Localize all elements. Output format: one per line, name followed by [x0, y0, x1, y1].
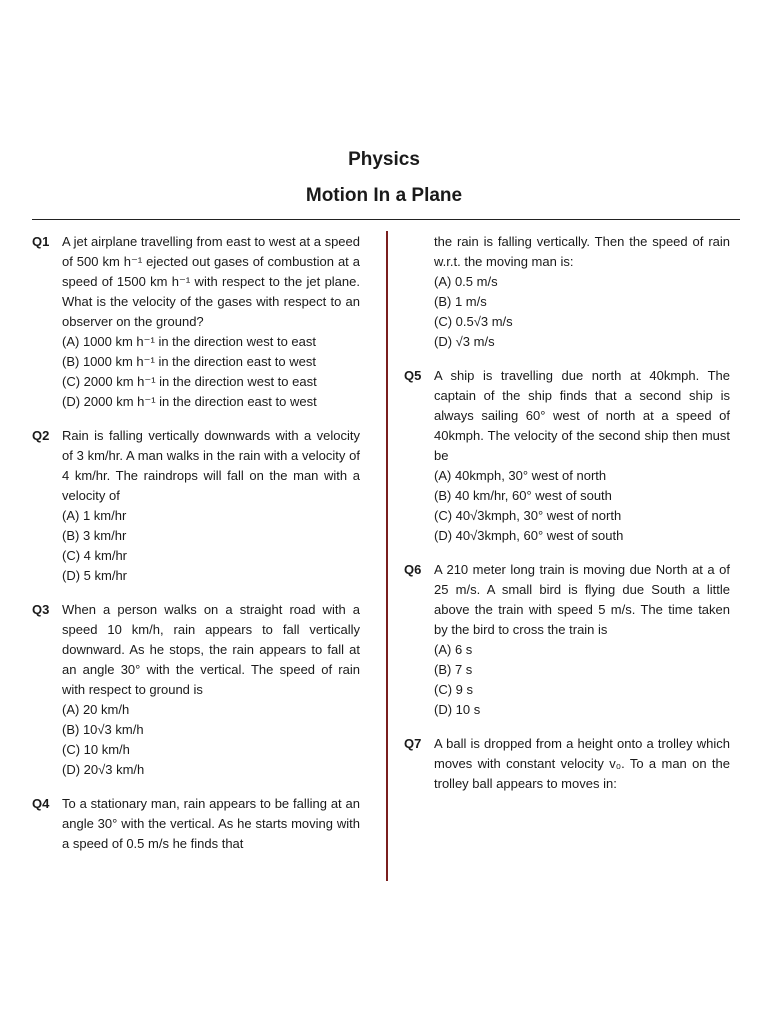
option-d: (D) √3 m/s [434, 334, 495, 349]
left-column [32, 232, 360, 868]
question-q7 [404, 734, 730, 794]
question-stem: A 210 meter long train is moving due North at a of 25 m/s. A small bird is flying due South a little above the train with speed 5 m/s. The time taken by the bird to cross the train is [434, 562, 730, 637]
option-d: (D) 20√3 km/h [62, 762, 145, 777]
question-stem: A ball is dropped from a height onto a trolley which moves with constant velocity v₀. To a man on the trolley ball appears to moves in: [434, 736, 730, 791]
question-stem: When a person walks on a straight road with a speed 10 km/h, rain appears to fall vertically downward. As he stops, the rain appears to fall at an angle 30° with the vertical. The speed of rain with respect to ground is [62, 602, 360, 697]
option-c: (C) 9 s [434, 682, 473, 697]
question-stem: the rain is falling vertically. Then the speed of rain w.r.t. the moving man is: [434, 234, 730, 269]
column-divider [386, 231, 388, 881]
question-number: Q7 [404, 736, 422, 751]
option-c: (C) 4 km/hr [62, 548, 127, 563]
option-c: (C) 10 km/h [62, 742, 130, 757]
chapter-title: Motion In a Plane [305, 185, 463, 206]
subject-title: Physics [348, 149, 420, 170]
option-b: (B) 1 m/s [434, 294, 487, 309]
question-q3 [32, 600, 360, 780]
question-q5 [404, 366, 730, 546]
question-stem: A ship is travelling due north at 40kmph. The captain of the ship finds that a second ship is always sailing 60° west of north at a speed of 40kmph. The velocity of the second ship then must be [434, 368, 730, 463]
question-number: Q3 [32, 602, 50, 617]
question-q4-continued [404, 232, 730, 352]
option-d: (D) 2000 km h⁻¹ in the direction east to west [62, 394, 317, 409]
option-b: (B) 1000 km h⁻¹ in the direction east to west [62, 354, 316, 369]
option-a: (A) 1000 km h⁻¹ in the direction west to east [62, 334, 316, 349]
question-stem: To a stationary man, rain appears to be falling at an angle 30° with the vertical. As he starts moving with a speed of 0.5 m/s he finds that [62, 796, 360, 851]
option-d: (D) 40√3kmph, 60° west of south [434, 528, 624, 543]
option-b: (B) 3 km/hr [62, 528, 127, 543]
option-a: (A) 6 s [434, 642, 473, 657]
question-q6 [404, 560, 730, 720]
option-b: (B) 40 km/hr, 60° west of south [434, 488, 612, 503]
question-stem: Rain is falling vertically downwards with a velocity of 3 km/hr. A man walks in the rain with a velocity of 4 km/hr. The raindrops will fall on the man with a velocity of [62, 428, 360, 503]
question-number: Q5 [404, 368, 422, 383]
header-rule [32, 219, 740, 220]
question-number: Q4 [32, 796, 50, 811]
right-column [404, 232, 730, 808]
option-d: (D) 10 s [434, 702, 481, 717]
question-number: Q2 [32, 428, 50, 443]
option-b: (B) 7 s [434, 662, 473, 677]
option-a: (A) 20 km/h [62, 702, 130, 717]
option-c: (C) 40√3kmph, 30° west of north [434, 508, 622, 523]
question-number: Q1 [32, 234, 50, 249]
question-number: Q6 [404, 562, 422, 577]
question-q4 [32, 794, 360, 854]
option-a: (A) 0.5 m/s [434, 274, 498, 289]
option-b: (B) 10√3 km/h [62, 722, 144, 737]
question-stem: A jet airplane travelling from east to west at a speed of 500 km h⁻¹ ejected out gases of combustion at a speed of 1500 km h⁻¹ with respect to the jet plane. What is the velocity of the gases with respect to an observer on the ground? [62, 234, 360, 329]
option-c: (C) 2000 km h⁻¹ in the direction west to east [62, 374, 317, 389]
option-c: (C) 0.5√3 m/s [434, 314, 513, 329]
question-q1 [32, 232, 360, 412]
question-q2 [32, 426, 360, 586]
option-d: (D) 5 km/hr [62, 568, 127, 583]
option-a: (A) 40kmph, 30° west of north [434, 468, 607, 483]
option-a: (A) 1 km/hr [62, 508, 127, 523]
